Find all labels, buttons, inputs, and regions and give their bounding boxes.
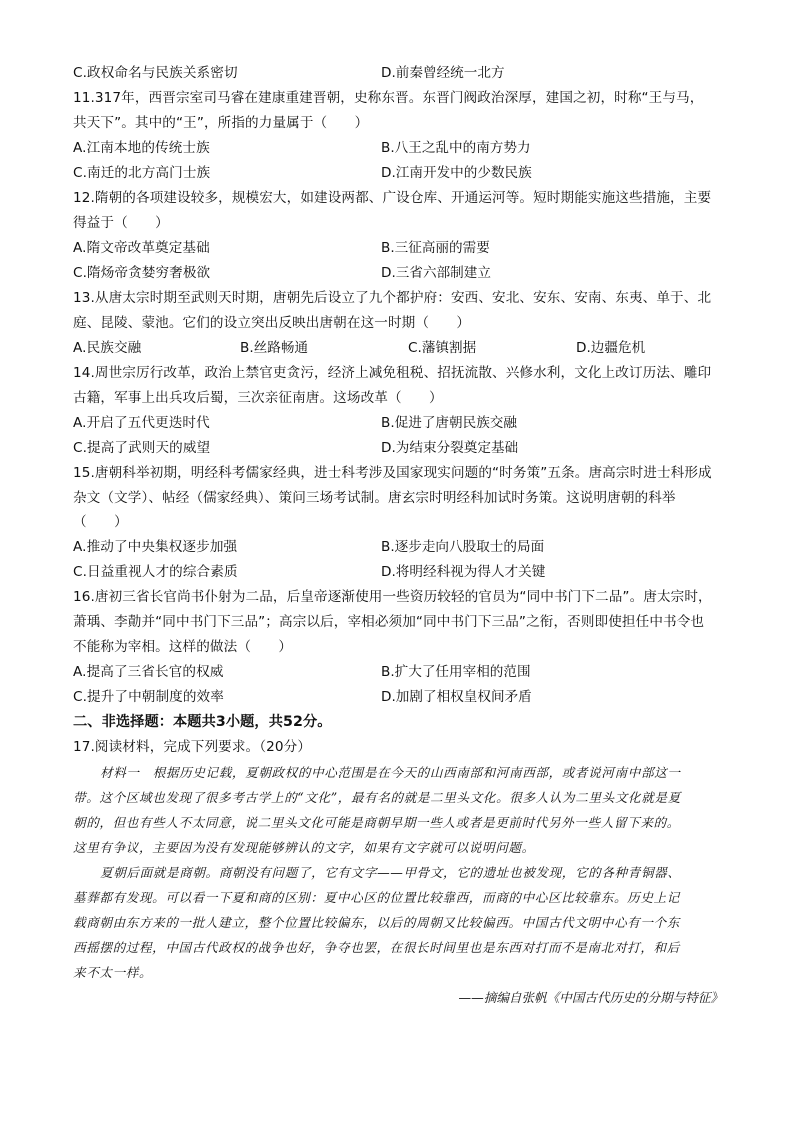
q12-opt-d: D.三省六部制建立: [381, 265, 491, 281]
q14-opt-d: D.为结束分裂奠定基础: [381, 440, 519, 456]
q15-opt-c: C.日益重视人才的综合素质: [73, 564, 238, 580]
material1-line2: 带。这个区域也发现了很多考古学上的“文化”，最有名的就是二里头文化。很多人认为二里头文化就是夏: [73, 790, 681, 805]
q14-opt-a: A.开启了五代更迭时代: [73, 415, 210, 431]
q11-stem-line1: 11.317年，西晋宗室司马睿在建康重建晋朝，史称东晋。东晋门阀政治深厚，建国之初，时称“王与马，: [73, 90, 704, 106]
q11-opt-d: D.江南开发中的少数民族: [381, 165, 532, 181]
section-heading: 二、非选择题：本题共3小题，共52分。: [73, 714, 332, 730]
q16-stem-line2: 萧瑀、李勣并“同中书门下三品”；高宗以后，宰相必须加“同中书门下三品”之衔，否则即使担任中书令也: [73, 614, 705, 630]
q14-stem-line2: 古籍，军事上出兵攻后蜀，三次亲征南唐。这场改革（ ）: [73, 390, 443, 406]
q10-opt-d: D.前秦曾经统一北方: [381, 65, 505, 81]
q16-opt-c: C.提升了中朝制度的效率: [73, 689, 224, 705]
q16-opt-a: A.提高了三省长官的权威: [73, 664, 224, 680]
q15-opt-b: B.逐步走向八股取士的局面: [381, 539, 545, 555]
q14-opt-c: C.提高了武则天的威望: [73, 440, 211, 456]
q11-opt-c: C.南迁的北方高门士族: [73, 165, 211, 181]
q16-stem-line3: 不能称为宰相。这样的做法（ ）: [73, 639, 293, 655]
q13-opt-a: A.民族交融: [73, 340, 142, 356]
material1-line1: 材料一 根据历史记载，夏朝政权的中心范围是在今天的山西南部和河南西部，或者说河南中部这一: [100, 765, 681, 780]
material-source: ——摘编自张帆《中国古代历史的分期与特征》: [458, 990, 723, 1005]
q13-opt-b: B.丝路畅通: [240, 340, 309, 356]
material1-line3: 朝的，但也有些人不太同意，说二里头文化可能是商朝早期一些人或者是更前时代另外一些人留下来的。: [73, 815, 680, 830]
q12-stem-line2: 得益于（ ）: [73, 215, 169, 231]
q12-stem-line1: 12.隋朝的各项建设较多，规模宏大，如建设两都、广设仓库、开通运河等。短时期能实施这些措施，主要: [73, 190, 712, 206]
q15-opt-a: A.推动了中央集权逐步加强: [73, 539, 238, 555]
material1-line4: 这里有争议，主要因为没有发现能够辨认的文字，如果有文字就可以说明问题。: [73, 840, 535, 855]
q15-stem-line2: 杂文（文学）、帖经（儒家经典）、策问三场考试制。唐玄宗时明经科加试时务策。这说明唐朝的科举: [73, 490, 676, 506]
material2-line2: 墓葬都有发现。可以看一下夏和商的区别：夏中心区的位置比较靠西，而商的中心区比较靠东。历史上记: [73, 890, 680, 905]
q10-opt-c: C.政权命名与民族关系密切: [73, 65, 238, 81]
q15-opt-d: D.将明经科视为得人才关键: [381, 564, 546, 580]
q17-stem: 17.阅读材料，完成下列要求。（20分）: [73, 739, 312, 755]
q12-opt-c: C.隋炀帝贪婪穷奢极欲: [73, 265, 211, 281]
material2-line4: 西摇摆的过程，中国古代政权的战争也好，争夺也罢，在很长时间里也是东西对打而不是南北对打，和后: [73, 940, 680, 955]
material2-line1: 夏朝后面就是商朝。商朝没有问题了，它有文字——甲骨文，它的遗址也被发现，它的各种青铜器、: [100, 865, 681, 880]
q12-opt-a: A.隋文帝改革奠定基础: [73, 240, 210, 256]
q16-opt-b: B.扩大了任用宰相的范围: [381, 664, 531, 680]
material2-line3: 载商朝由东方来的一批人建立，整个位置比较偏东，以后的周朝又比较偏西。中国古代文明中心有一个东: [73, 915, 680, 930]
q13-opt-c: C.藩镇割据: [408, 340, 477, 356]
q13-stem-line1: 13.从唐太宗时期至武则天时期，唐朝先后设立了九个都护府：安西、安北、安东、安南、东夷、单于、北: [73, 290, 712, 306]
q11-opt-b: B.八王之乱中的南方势力: [381, 140, 531, 156]
q13-stem-line2: 庭、昆陵、蒙池。它们的设立突出反映出唐朝在这一时期（ ）: [73, 315, 471, 331]
q16-opt-d: D.加剧了相权皇权间矛盾: [381, 689, 532, 705]
material2-line5: 来不太一样。: [73, 965, 153, 980]
q11-stem-line2: 共天下”。其中的“王”，所指的力量属于（ ）: [73, 115, 369, 131]
q16-stem-line1: 16.唐初三省长官尚书仆射为二品，后皇帝逐渐使用一些资历较轻的官员为“同中书门下二品”。唐太宗时，: [73, 589, 712, 605]
q12-opt-b: B.三征高丽的需要: [381, 240, 490, 256]
q14-stem-line1: 14.周世宗厉行改革，政治上禁官吏贪污，经济上减免租税、招抚流散、兴修水利，文化上改订历法、雕印: [73, 365, 712, 381]
q15-stem-line1: 15.唐朝科举初期，明经科考儒家经典，进士科考涉及国家现实问题的“时务策”五条。唐高宗时进士科形成: [73, 465, 712, 481]
q14-opt-b: B.促进了唐朝民族交融: [381, 415, 517, 431]
q15-stem-line3: （ ）: [73, 514, 128, 530]
q11-opt-a: A.江南本地的传统士族: [73, 140, 210, 156]
q13-opt-d: D.边疆危机: [576, 340, 646, 356]
